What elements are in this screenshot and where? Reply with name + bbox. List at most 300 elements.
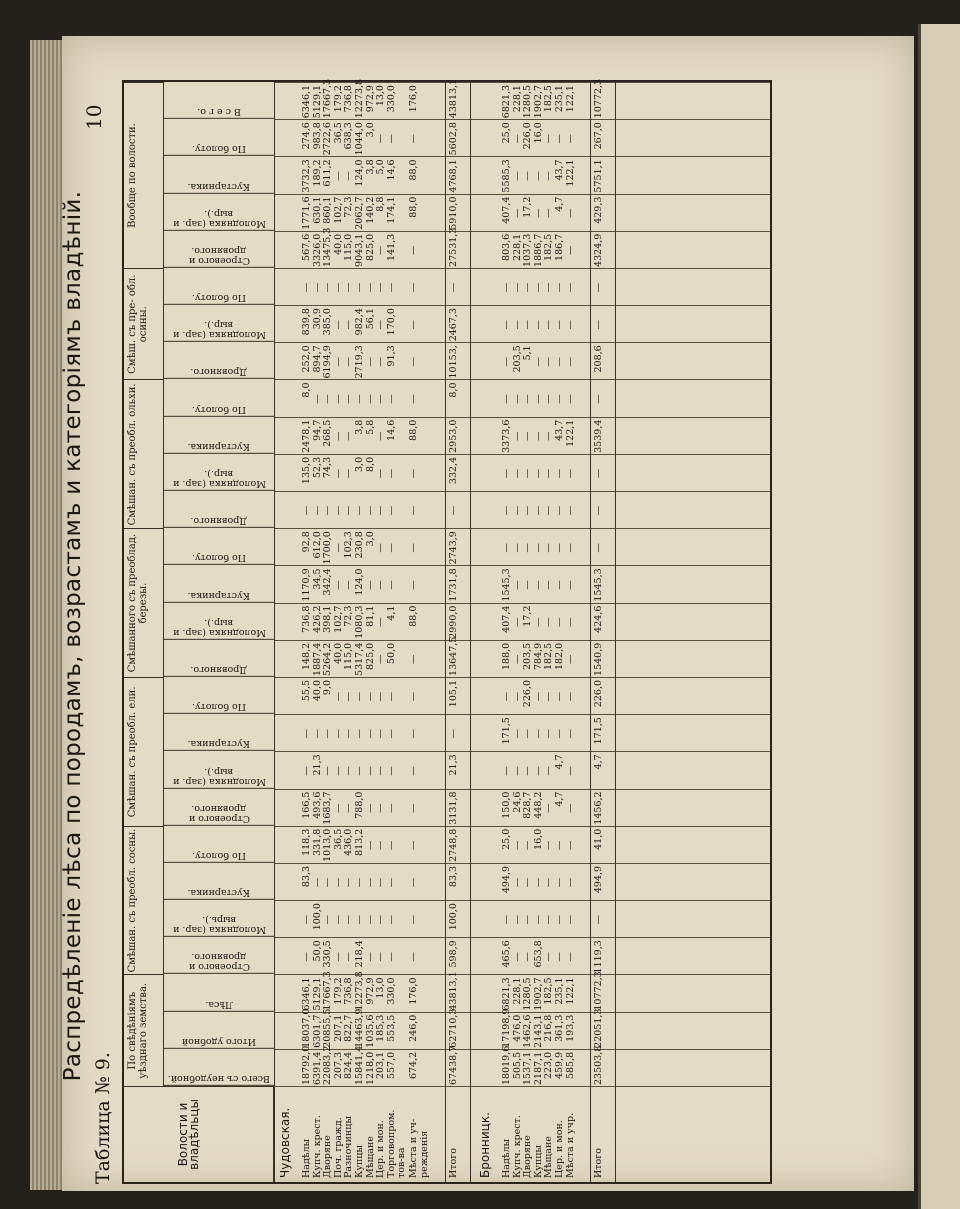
column-header: Молодняка (зар. и выр.). [164,194,274,231]
table-cell: — [332,319,344,330]
table-cell: 557,0 [385,1051,397,1080]
table-cell: 3373,6 [500,419,512,453]
table-cell: — [522,171,534,181]
table-cell: — [553,952,565,962]
table-cell: — [364,914,376,925]
row-label: Торговопром. тов-ва [385,1109,408,1178]
table-cell: — [511,505,523,516]
table-cell: 1540,9 [593,642,605,676]
column-rule [274,677,770,678]
table-cell: — [543,505,555,516]
table-cell: 122,1 [564,419,576,447]
table-cell: — [343,580,355,590]
table-cell: 18037,0 [301,1008,312,1048]
table-cell: — [385,543,397,553]
table-cell: — [522,431,534,442]
table-cell: 8,8 [375,196,387,212]
table-cell: — [343,394,355,404]
table-cell: — [511,468,523,479]
table-cell: — [343,171,355,181]
table-cell: 332,4 [448,456,460,485]
table-cell: 5,1 [522,345,534,361]
table-cell: 8,0 [301,382,312,398]
table-cell: 653,8 [532,940,544,968]
table-cell: 448,2 [532,791,544,819]
table-cell: — [375,394,387,404]
table-cell: 459,9 [553,1051,565,1080]
table-cell: — [564,208,576,218]
table-cell: 1218,0 [364,1051,376,1085]
table-cell: — [532,171,544,181]
table-cell: 182,5 [543,642,555,670]
table-cell: 4,7 [593,754,605,770]
table-cell: 10772,3 [593,971,605,1011]
table-cell: 1771,6 [301,196,312,230]
row-label: Мѣста и уч- режденія [408,1118,430,1178]
table-cell: — [553,282,565,293]
table-cell: 102,7 [332,196,344,224]
table-cell: 2478,1 [301,419,312,453]
table-cell: 894,7 [311,345,323,373]
column-rule [274,305,770,306]
table-cell: 179,2 [332,977,344,1005]
table-cell: — [522,877,534,888]
table-cell: — [375,245,387,256]
table-cell: 436,0 [343,828,355,856]
column-header: Дровяного. [164,640,274,677]
table-cell: 43813,1 [448,971,460,1011]
table-cell: — [543,357,555,367]
table-cell: — [332,543,344,553]
table-cell: 171,5 [593,717,605,745]
table-cell: — [564,394,576,404]
table-cell: 361,3 [553,1014,565,1042]
column-header: Строевого и дровяного. [164,231,274,268]
table-cell: — [332,691,344,702]
table-cell: 22083,2 [322,1045,334,1085]
table-cell: — [543,543,555,553]
table-cell: — [375,282,387,293]
table-cell: 228,1 [511,85,523,113]
table-cell: — [564,245,576,256]
table-cell: 179,2 [332,85,344,113]
column-rule [274,268,770,269]
table-cell: 1119,3 [593,940,605,974]
table-cell: 8,0 [364,456,376,472]
table-cell: — [564,319,576,330]
table-cell: 218,4 [354,940,365,968]
table-cell: — [375,729,387,739]
table-cell: 803,6 [500,233,512,261]
table-cell: 207,1 [332,1014,344,1042]
table-cell: — [408,357,420,367]
table-cell: 43,7 [553,419,565,441]
table-cell: — [511,840,523,851]
table-cell: 182,0 [553,642,565,670]
total-rule [445,82,446,1182]
table-cell: 83,3 [301,865,312,888]
table-cell: — [375,134,387,144]
table-cell: 1537,1 [522,1051,534,1085]
table-cell: 140,2 [364,196,376,224]
facing-page [918,24,960,1209]
table-cell: 330,0 [385,977,397,1005]
table-cell: — [500,766,512,776]
table-cell: — [343,877,355,888]
table-cell: — [408,134,420,144]
table-cell: 4,1 [385,605,397,621]
table-cell: 122,1 [564,159,576,187]
table-cell: — [385,877,397,888]
table-cell: 15841,4 [354,1045,365,1085]
column-header: Молодняка (зар. и выр.). [164,305,274,342]
table-cell: — [553,914,565,925]
table-cell: 40,0 [311,679,323,702]
row-label: Цер. и мон. [553,1120,565,1178]
table-cell: 983,8 [311,122,323,150]
table-cell: — [553,134,565,144]
table-cell: — [322,394,334,404]
table-cell: — [500,394,512,404]
table-cell: — [375,543,387,553]
table-cell: 50,0 [311,940,323,962]
table-cell: — [511,134,523,144]
table-cell: — [500,468,512,479]
table-cell: — [332,766,344,776]
table-cell: — [385,394,397,404]
table-cell: — [553,877,565,888]
table-cell: — [408,654,420,665]
table-cell: 208,6 [593,345,605,373]
table-cell: — [564,468,576,479]
table-cell: 3,0 [364,531,376,547]
table-cell: 330,0 [385,85,397,113]
table-cell: — [500,357,512,367]
table-cell: — [532,617,544,627]
table-cell: — [553,394,565,404]
table-cell: 426,2 [311,605,323,633]
table-cell: 188,0 [500,642,512,670]
table-cell: — [385,282,397,293]
table-cell: — [343,468,355,479]
table-cell: 6391,4 [311,1051,323,1085]
table-cell: 825,0 [364,233,376,261]
table-cell: 52,3 [311,456,323,479]
table-cell: 494,9 [500,865,512,894]
table-cell: 825,0 [364,642,376,670]
table-cell: — [500,914,512,925]
table-cell: 1044,0 [354,122,365,156]
table-cell: 553,5 [385,1014,397,1042]
table-cell: — [532,691,544,702]
table-cell: — [375,431,387,442]
row-label: Дворяне [522,1135,534,1178]
table-cell: 3326,0 [311,233,323,267]
table-cell: 674,2 [408,1051,420,1080]
table-cell: 598,9 [448,940,460,968]
table-cell: 1902,7 [532,977,544,1011]
table-cell: — [553,840,565,851]
row-label: Купч. крест. [311,1115,323,1178]
table-cell: — [408,803,420,813]
table-cell: — [322,729,334,739]
table-cell: — [543,803,555,813]
column-header: Молодняка (зар. и выр.). [164,751,274,788]
table-cell: — [375,952,387,962]
column-header: Дровяного. [164,342,274,379]
table-cell: — [543,394,555,404]
table-cell: 9043,1 [354,233,365,267]
table-cell: — [408,877,420,888]
table-cell: — [375,505,387,516]
table-cell: — [364,394,376,404]
table-cell: 1013,0 [322,828,334,862]
column-header: По болоту. [164,528,274,565]
table-cell: 6346,1 [301,84,312,119]
table-cell: — [301,282,312,293]
column-header: Лѣса. [164,974,274,1011]
table-cell: — [543,431,555,442]
table-cell: — [343,729,355,739]
table-cell: — [332,877,344,888]
table-cell: 83,3 [448,865,460,888]
table-cell: — [322,877,334,888]
table-cell: 8,0 [448,382,460,398]
table-cell: 170,0 [385,308,397,336]
table-cell: 88,0 [408,419,420,441]
table-cell: — [511,580,523,590]
table-cell: — [408,840,420,851]
table-cell: 223,0 [543,1051,555,1080]
table-cell: 235,1 [553,977,565,1005]
table-cell: 429,3 [593,196,605,224]
table-cell: 228,1 [511,977,523,1005]
column-header: Кустарника. [164,714,274,751]
column-group-header: По свѣдѣніямъ уѣзднаго земства. [124,974,164,1086]
table-cell: — [564,691,576,702]
table-cell: — [511,914,523,925]
table-cell: 17198,9 [500,1008,512,1048]
table-cell: — [564,952,576,962]
table-cell: 150,0 [500,791,512,819]
table-cell: — [543,840,555,851]
table-cell: 860,1 [322,196,334,224]
table-cell: 67438,7 [448,1045,460,1085]
table-cell: 88,0 [408,159,420,181]
table-cell: — [522,505,534,516]
table-cell: — [375,357,387,367]
table-cell: — [543,952,555,962]
table-cell: — [553,319,565,330]
table-cell: — [301,914,312,925]
table-cell: — [364,840,376,851]
table-cell: — [543,691,555,702]
table-cell: — [511,617,523,627]
table-cell: — [343,319,355,330]
table-cell: 788,0 [354,791,365,819]
table-cell: — [553,468,565,479]
table-cell: — [511,171,523,181]
table-cell: 135,0 [301,456,312,485]
table-cell: 13475,3 [322,227,334,267]
table-cell: — [375,766,387,776]
table-label: Таблица № 9. [92,1052,114,1184]
table-cell: — [532,877,544,888]
table-cell: — [343,803,355,813]
table-cell: — [375,877,387,888]
table-cell: 1683,7 [322,791,334,825]
section-rule [615,82,616,1182]
table-cell: — [543,468,555,479]
table-cell: 12273,8 [354,971,365,1011]
table-cell: — [332,729,344,739]
table-cell: — [532,468,544,479]
table-cell: 493,6 [311,791,323,819]
table-cell: — [343,914,355,925]
table-cell: — [564,357,576,367]
table-cell: — [311,282,323,293]
table-cell: — [375,691,387,702]
column-header: Итого удобной [164,1012,274,1049]
table-cell: 203,5 [522,642,534,670]
table-cell: 27531,3 [448,227,460,267]
table-cell: — [511,729,523,739]
table-cell: 115,0 [343,642,355,670]
table-cell: — [343,431,355,442]
volost-name: Чудовская. [278,1107,292,1178]
table-cell: — [343,952,355,962]
table-cell: 2467,3 [448,308,460,342]
table-cell: 3732,3 [301,159,312,193]
table-cell: 630,1 [311,196,323,224]
table-cell: 331,8 [311,828,323,856]
table-cell: 3,8 [364,159,376,175]
column-rule [274,194,770,195]
column-rule [274,565,770,566]
table-cell: 1280,5 [522,84,534,119]
table-cell: — [322,914,334,925]
table-cell: — [522,914,534,925]
table-cell: 6194,9 [322,345,334,379]
table-cell: 235,1 [553,85,565,113]
table-cell: 2953,0 [448,419,460,453]
table-cell: — [408,319,420,330]
table-cell: — [532,729,544,739]
table-cell: 40,0 [332,642,344,664]
table-cell: — [332,914,344,925]
table-cell: — [311,505,323,516]
table-cell: — [543,766,555,776]
table-cell: 972,9 [364,85,376,113]
table-cell: — [564,877,576,888]
table-cell: 1545,3 [593,568,605,602]
table-cell: 124,0 [354,159,365,187]
table-cell: 21,3 [448,754,460,776]
column-header: Молодняка (зар. и выр.). [164,454,274,491]
table-cell: 21,3 [311,754,323,776]
table-cell: — [511,394,523,404]
table-cell: — [511,691,523,702]
table-cell: 226,0 [522,679,534,708]
table-cell: 17,2 [522,605,534,627]
column-rule [274,379,770,380]
table-cell: — [522,468,534,479]
table-cell: — [385,766,397,776]
table-cell: 1280,5 [522,977,534,1011]
table-cell: — [543,134,555,144]
table-cell: 398,1 [322,605,334,633]
table-cell: 4,7 [553,791,565,807]
table-cell: — [522,282,534,293]
table-cell: — [532,282,544,293]
table-cell: 81,1 [364,605,376,627]
table-cell: 1700,0 [322,531,334,565]
table-cell: — [593,505,605,516]
table-cell: — [593,282,605,293]
row-label: Надѣлы [500,1138,512,1178]
table-cell: 6821,3 [500,84,512,119]
column-header-volost: Волости и владѣльцы [124,1086,274,1182]
table-cell: — [343,691,355,702]
table-cell: — [364,803,376,813]
table-cell: — [564,617,576,627]
table-cell: — [364,729,376,739]
table-cell: — [511,282,523,293]
table-cell: — [511,766,523,776]
table-cell: 14,6 [385,419,397,441]
table-cell: — [500,505,512,516]
table-cell: 736,8 [301,605,312,633]
table-cell: 424,6 [593,605,605,633]
table-cell: 585,8 [564,1051,576,1080]
table-cell: 88,0 [408,605,420,627]
table-cell: — [532,505,544,516]
table-cell: 24,6 [511,791,523,813]
table-cell: 2143,1 [532,1014,544,1048]
table-cell: 203,1 [375,1051,387,1080]
column-group-header: Смѣшанного съ преоблад. березы. [124,528,164,677]
page-title: Распредѣленіе лѣса по породамъ, возрастамъ и категоріямъ владѣній. [60,190,86,1082]
table-cell: 1545,3 [500,568,512,602]
table-cell: — [553,617,565,627]
table-cell: — [448,505,460,516]
table-cell: 407,4 [500,196,512,224]
table-cell: 2743,9 [448,531,460,565]
table-cell: — [532,543,544,553]
table-cell: — [408,766,420,776]
column-rule [274,974,770,975]
section-rule [470,82,471,1182]
table-cell: — [522,729,534,739]
table-cell: 4,7 [553,196,565,212]
table-cell: — [364,691,376,702]
table-cell: 3,0 [364,122,376,138]
table-cell: 6821,3 [500,977,512,1011]
table-cell: — [332,357,344,367]
column-rule [274,826,770,827]
table-cell: — [301,952,312,962]
table-cell: — [543,208,555,218]
table-cell: 4768,1 [448,159,460,193]
table-cell: 36,5 [332,122,344,144]
table-cell: — [543,282,555,293]
table-cell: 14,6 [385,159,397,181]
table-cell: 6346,1 [301,977,312,1011]
column-header: По болоту. [164,677,274,714]
table-cell: — [354,914,365,925]
table-cell: 2722,6 [322,122,334,156]
column-header: В с е г о. [164,82,274,119]
